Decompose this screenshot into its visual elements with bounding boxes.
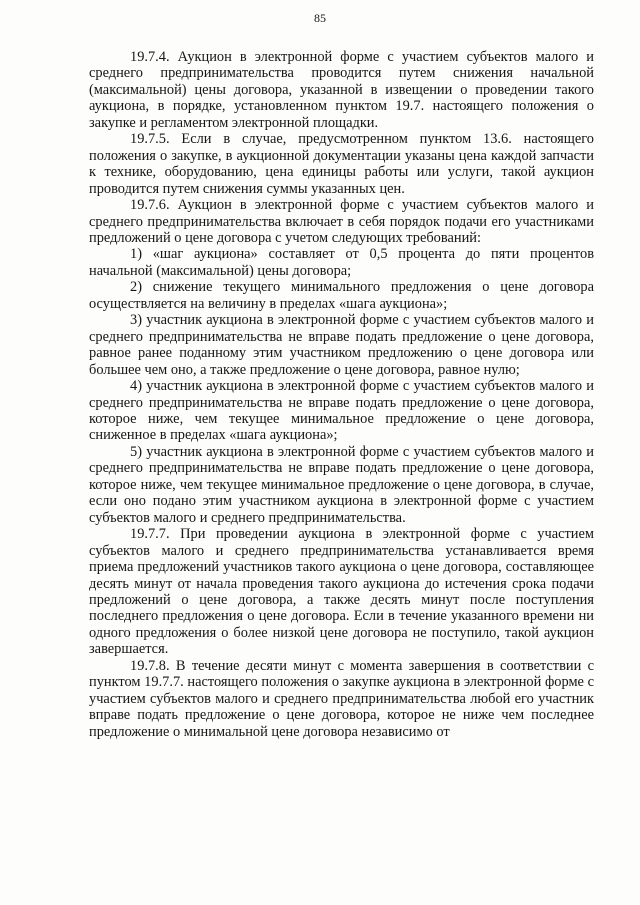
clause-19-7-7: 19.7.7. При проведении аукциона в электронной форме с участием субъектов малого и среднего предпринимательства устанавливается время приема предложений участников такого аукциона о цене договора, составляющее десять минут от начала проведения такого аукциона до истечения срока подачи предложений о цене договора, а также десять минут после поступления последнего предложения о цене договора. Если в течение указанного времени ни одного предложения о более низкой цене договора не поступило, такой аукцион завершается. [89, 526, 594, 658]
document-body [89, 49, 594, 740]
requirement-item-4: 4) участник аукциона в электронной форме с участием субъектов малого и среднего предпринимательства не вправе подать предложение о цене договора, которое ниже, чем текущее минимальное предложение о цене договора, сниженное в пределах «шага аукциона»; [89, 378, 594, 444]
clause-19-7-6: 19.7.6. Аукцион в электронной форме с участием субъектов малого и среднего предпринимательства включает в себя порядок подачи его участниками предложений о цене договора с учетом следующих требований: [89, 197, 594, 246]
clause-19-7-8: 19.7.8. В течение десяти минут с момента завершения в соответствии с пунктом 19.7.7. настоящего положения о закупке аукциона в электронной форме с участием субъектов малого и среднего предпринимательства любой его участник вправе подать предложение о цене договора, которое не ниже чем последнее предложение о минимальной цене договора независимо от [89, 657, 594, 740]
page-number: 85 [314, 11, 326, 25]
clause-19-7-4: 19.7.4. Аукцион в электронной форме с участием субъектов малого и среднего предпринимательства проводится путем снижения начальной (максимальной) цены договора, указанной в извещении о проведении такого аукциона, в порядке, установленном пунктом 19.7. настоящего положения о закупке и регламентом электронной площадки. [89, 49, 594, 131]
requirement-item-3: 3) участник аукциона в электронной форме с участием субъектов малого и среднего предпринимательства не вправе подать предложение о цене договора, равное ранее поданному этим участником предложению о цене договора или большее чем оно, а также предложение о цене договора, равное нулю; [89, 312, 594, 378]
requirement-item-5: 5) участник аукциона в электронной форме с участием субъектов малого и среднего предпринимательства не вправе подать предложение о цене договора, которое ниже, чем текущее минимальное предложение о цене договора, в случае, если оно подано этим участником аукциона в электронной форме с участием субъектов малого и среднего предпринимательства. [89, 443, 594, 526]
requirement-item-1: 1) «шаг аукциона» составляет от 0,5 процента до пяти процентов начальной (максимальной) цены договора; [89, 246, 594, 279]
requirement-item-2: 2) снижение текущего минимального предложения о цене договора осуществляется на величину в пределах «шага аукциона»; [89, 279, 594, 312]
clause-19-7-5: 19.7.5. Если в случае, предусмотренном пунктом 13.6. настоящего положения о закупке, в аукционной документации указаны цена каждой запчасти к технике, оборудованию, цена единицы работы или услуги, такой аукцион проводится путем снижения суммы указанных цен. [89, 131, 594, 197]
